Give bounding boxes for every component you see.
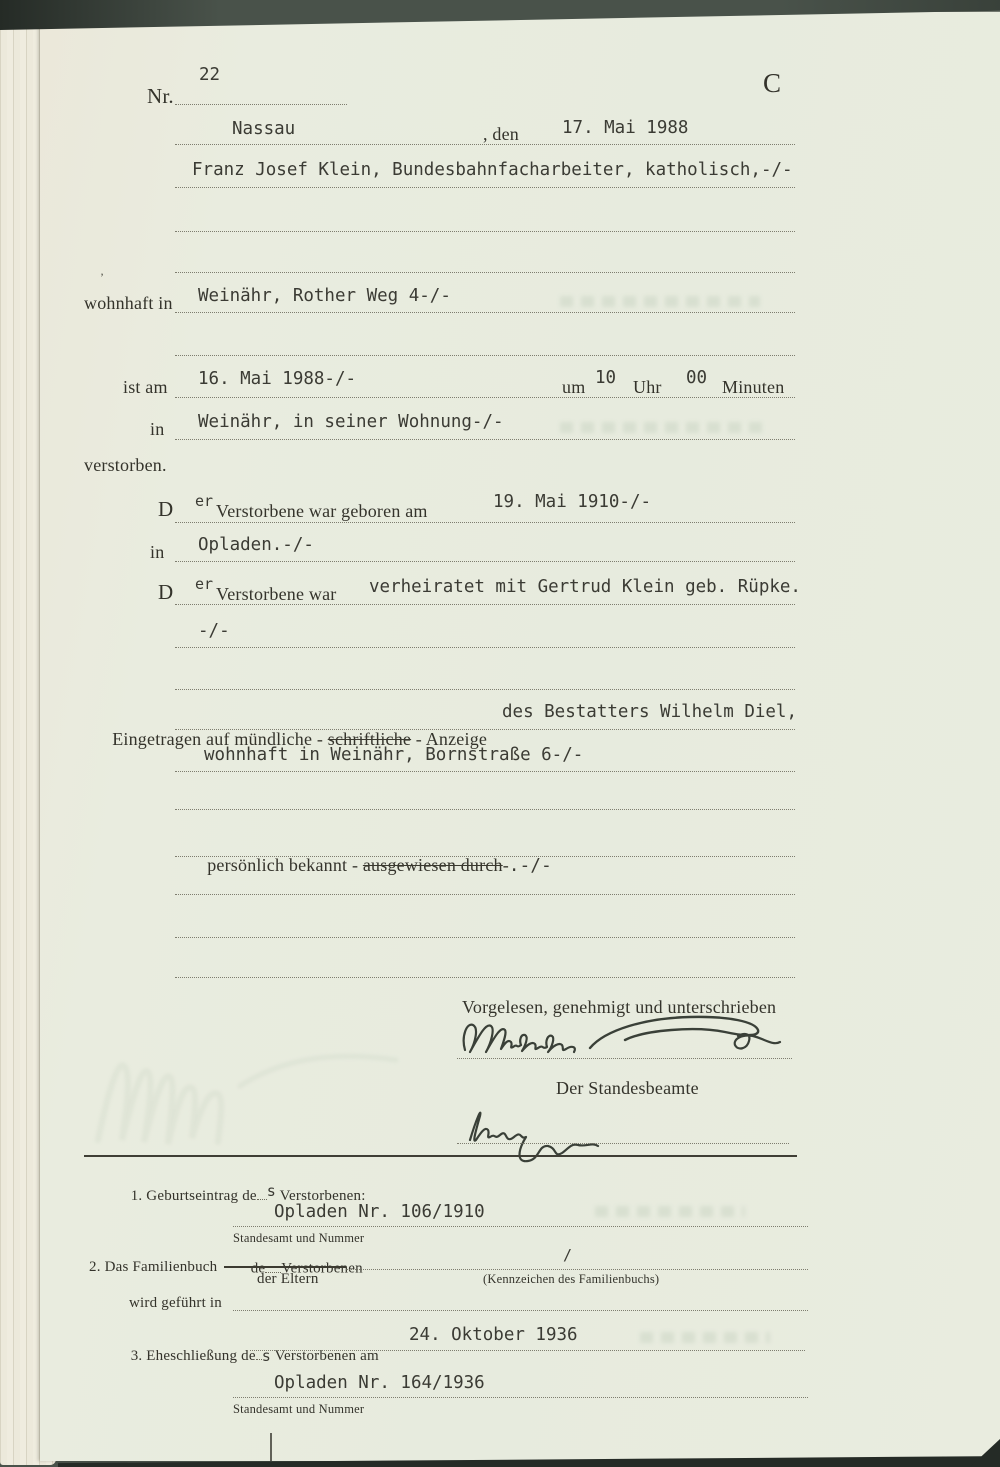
fraction-bar [224, 1266, 346, 1268]
section-divider [84, 1155, 797, 1157]
form-line [175, 856, 795, 857]
death-minute-value: 00 [686, 368, 708, 388]
form-line [175, 272, 795, 273]
form-line [233, 1397, 808, 1398]
form-line [175, 104, 347, 105]
ist-am-label: ist am [123, 377, 168, 397]
form-line [175, 522, 795, 523]
frac-de: de [250, 1260, 266, 1277]
marriage-entry-caption: Standesamt und Nummer [233, 1402, 365, 1416]
marital-status-continuation: -/- [198, 621, 230, 641]
known-prefix: persönlich bekannt - [207, 854, 363, 875]
der-suffix-typed: er [195, 492, 214, 510]
form-line [175, 689, 795, 690]
marriage-date-value: 24. Oktober 1936 [409, 1325, 578, 1345]
marriage-label2: Verstorbenen am [270, 1348, 379, 1365]
wird-gefuehrt-label: wird geführt in [129, 1295, 222, 1311]
dotted-filler [257, 1188, 267, 1201]
form-line [175, 355, 795, 356]
corner-letter: C [763, 68, 782, 98]
birth-place-value: Opladen.-/- [198, 535, 314, 555]
deceased-name-value: Franz Josef Klein, Bundesbahnfacharbeiter, katholisch,-/- [192, 160, 793, 180]
form-line [175, 647, 795, 648]
document-date-value: 17. Mai 1988 [562, 118, 689, 138]
war-label: Verstorbene war [216, 584, 337, 604]
form-line [175, 231, 795, 232]
marriage-entry-value: Opladen Nr. 164/1936 [274, 1373, 485, 1393]
form-line [175, 604, 795, 605]
known-struck-words: ausgewiesen durch [362, 854, 503, 875]
signature-line [457, 1143, 789, 1144]
informant-value: des Bestatters Wilhelm Diel, [502, 702, 798, 722]
typed-s: s [261, 1347, 271, 1366]
form-line [250, 1350, 805, 1351]
registration-struck-word: schriftliche [327, 728, 412, 749]
wilhelm-diel-signature [455, 1010, 790, 1065]
bleed-through-artifact [560, 422, 770, 433]
der-cap-label: D [158, 580, 174, 604]
form-line [346, 1269, 808, 1270]
familienbuch-label: 2. Das Familienbuch [89, 1259, 218, 1275]
paper-speck: ’ [100, 270, 104, 284]
bleed-through-signature-ghost [80, 1030, 420, 1160]
frac-verstorbenen: Verstorbenen [281, 1260, 363, 1277]
residence-value: Weinähr, Rother Weg 4-/- [198, 286, 451, 306]
birth-date-value: 19. Mai 1910-/- [493, 492, 652, 512]
form-line [175, 312, 795, 313]
death-date-value: 16. Mai 1988-/- [198, 369, 357, 389]
typed-s: s [266, 1182, 276, 1201]
form-line [175, 439, 795, 440]
death-place-value: Weinähr, in seiner Wohnung-/- [198, 412, 504, 432]
place-value: Nassau [232, 119, 296, 139]
registrar-label: Der Standesbeamte [556, 1078, 699, 1098]
read-approved-label: Vorgelesen, genehmigt und unterschrieben [462, 997, 777, 1017]
in-label: in [150, 419, 165, 439]
scan-line-artifact [270, 1433, 272, 1461]
birth-entry-caption: Standesamt und Nummer [233, 1231, 365, 1245]
registration-prefix: Eingetragen auf mündliche - [112, 728, 328, 749]
frac-der-eltern: der Eltern [257, 1271, 319, 1287]
wohnhaft-label: wohnhaft in [84, 293, 173, 313]
verstorben-label: verstorben. [84, 455, 167, 475]
bleed-through-artifact [595, 1206, 745, 1217]
form-line [175, 729, 795, 730]
marriage-label: 3. Eheschließung de [130, 1348, 256, 1365]
form-line [233, 1226, 808, 1227]
form-line [175, 809, 795, 810]
death-hour-value: 10 [595, 368, 617, 388]
known-clause [179, 834, 552, 897]
bleed-through-artifact [560, 296, 760, 307]
born-label: Verstorbene war geboren am [216, 501, 428, 521]
birth-entry-label2: Verstorbenen: [275, 1188, 366, 1205]
der-cap-label: D [158, 497, 174, 521]
form-line [175, 771, 795, 772]
informant-residence-value: wohnhaft in Weinähr, Bornstraße 6-/- [204, 745, 584, 765]
der-suffix-typed: er [195, 575, 214, 593]
birth-entry-label: 1. Geburtseintrag de [130, 1188, 257, 1205]
form-line [175, 187, 795, 188]
form-line [233, 1310, 808, 1311]
form-line [175, 144, 795, 145]
familienbuch-slash-value: / [563, 1246, 573, 1264]
form-line [175, 397, 795, 398]
form-line [175, 561, 795, 562]
nr-label: Nr. [147, 84, 174, 108]
bleed-through-artifact [640, 1332, 770, 1343]
nr-value: 22 [199, 65, 221, 85]
form-line [175, 894, 795, 895]
known-suffix: - [502, 854, 509, 875]
form-line [175, 977, 795, 978]
marital-status-value: verheiratet mit Gertrud Klein geb. Rüpke. [369, 577, 801, 597]
known-typed-value: .-/- [508, 855, 552, 876]
form-line [175, 937, 795, 938]
uhr-label: Uhr [633, 377, 662, 397]
birth-entry-value: Opladen Nr. 106/1910 [274, 1202, 485, 1222]
signature-line [457, 1058, 792, 1059]
registration-suffix: - Anzeige [411, 728, 488, 749]
in-label: in [150, 542, 165, 562]
den-label: , den [483, 124, 519, 144]
um-label: um [562, 377, 586, 397]
minuten-label: Minuten [722, 377, 785, 397]
familienbuch-caption: (Kennzeichen des Familienbuchs) [483, 1272, 660, 1286]
